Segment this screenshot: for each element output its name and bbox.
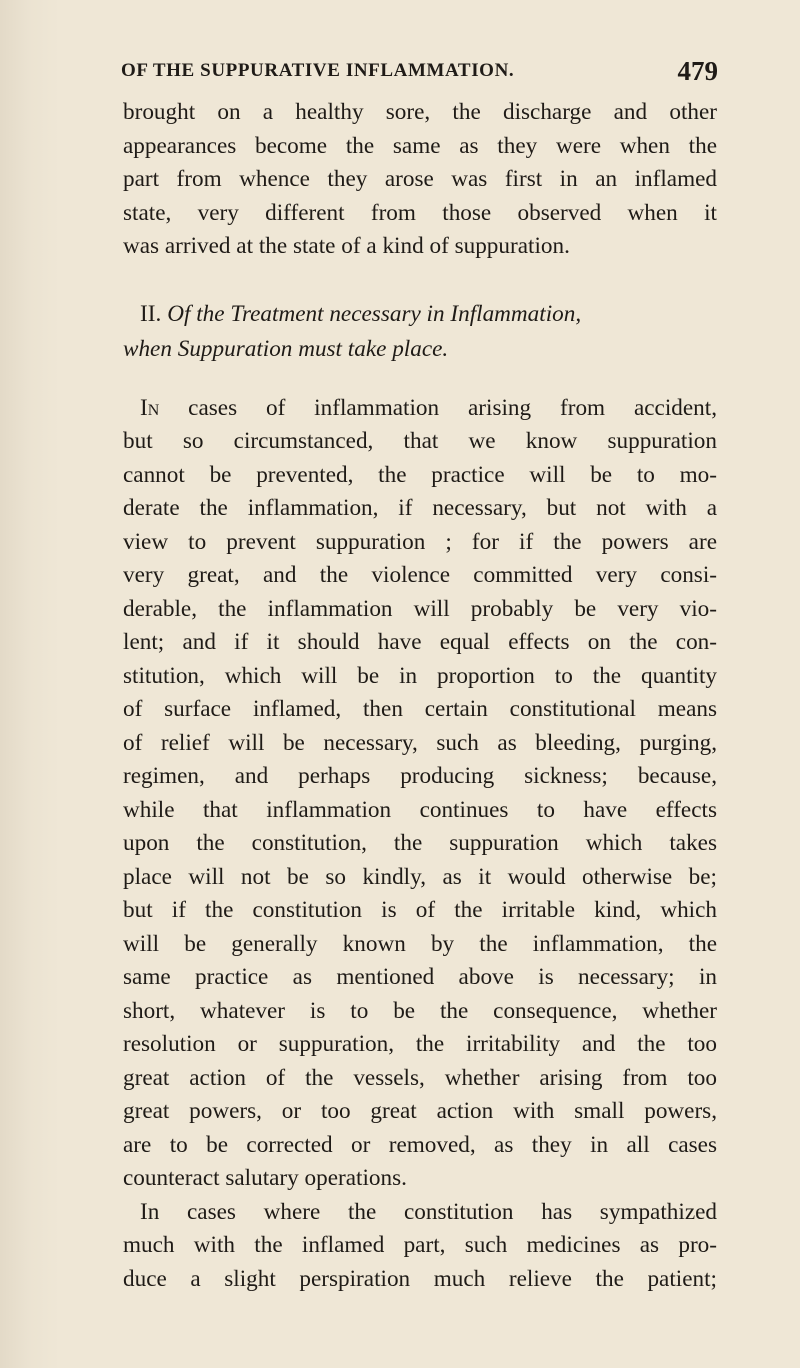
drop-word: In	[140, 394, 160, 421]
text-line: of relief will be necessary, such as bleeding, purging,	[123, 729, 717, 756]
section-heading	[123, 297, 717, 367]
text-line: view to prevent suppuration ; for if the powers are	[123, 528, 717, 555]
text-line: great powers, or too great action with small powers,	[123, 1098, 717, 1124]
paragraph-treatment	[123, 392, 717, 1196]
text-line: while that inflammation continues to have effects	[123, 796, 717, 823]
section-title-line	[123, 297, 717, 332]
text-line: regimen, and perhaps producing sickness; because,	[123, 763, 717, 789]
text-line: was arrived at the state of a kind of suppuration.	[123, 233, 570, 259]
text-line: derable, the inflammation will probably be very vio-	[123, 595, 717, 622]
first-line-text: cases of inflammation arising from accident,	[159, 394, 717, 421]
page-header	[121, 56, 718, 90]
page-number: 479	[677, 56, 718, 86]
text-line: lent; and if it should have equal effects on the con-	[123, 629, 717, 655]
text-line: are to be corrected or removed, as they in all cases	[123, 1131, 717, 1158]
text-line: part from whence they arose was first in an inflamed	[123, 166, 717, 192]
text-line: but so circumstanced, that we know suppuration	[123, 428, 717, 454]
text-line: cannot be prevented, the practice will be to mo-	[123, 461, 717, 488]
text-line: upon the constitution, the suppuration which takes	[123, 830, 717, 856]
text-line: counteract salutary operations.	[123, 1165, 407, 1191]
text-line: resolution or suppuration, the irritability and the too	[123, 1031, 717, 1057]
running-head: OF THE SUPPURATIVE INFLAMMATION.	[121, 60, 515, 81]
text-line: derate the inflammation, if necessary, but not with a	[123, 495, 717, 521]
text-line	[123, 392, 717, 426]
text-line: of surface inflamed, then certain constitutional means	[123, 696, 717, 722]
text-line: will be generally known by the inflammation, the	[123, 930, 717, 957]
text-line: place will not be so kindly, as it would otherwise be;	[123, 863, 717, 890]
text-line: appearances become the same as they were when the	[123, 132, 717, 159]
text-line: very great, and the violence committed very consi-	[123, 562, 717, 588]
text-line: short, whatever is to be the consequence, whether	[123, 997, 717, 1024]
text-line: brought on a healthy sore, the discharge and other	[123, 99, 717, 125]
text-line: state, very different from those observed when it	[123, 199, 717, 226]
paragraph-perspiration	[123, 1196, 717, 1297]
text-line: duce a slight perspiration much relieve the patient;	[123, 1265, 717, 1292]
text-line: great action of the vessels, whether arising from too	[123, 1064, 717, 1091]
page-body	[123, 96, 717, 1296]
text-line: same practice as mentioned above is necessary; in	[123, 964, 717, 990]
text-line: In cases where the constitution has sympathized	[140, 1198, 717, 1225]
text-line: much with the inflamed part, such medicines as pro-	[123, 1232, 717, 1258]
text-line: stitution, which will be in proportion to the quantity	[123, 662, 717, 689]
section-numeral: II.	[140, 300, 162, 327]
section-title: Of the Treatment necessary in Inflammation,	[167, 300, 582, 327]
intro-paragraph	[123, 96, 717, 264]
section-title-continued: when Suppuration must take place.	[123, 335, 449, 362]
text-line: but if the constitution is of the irritable kind, which	[123, 897, 717, 923]
